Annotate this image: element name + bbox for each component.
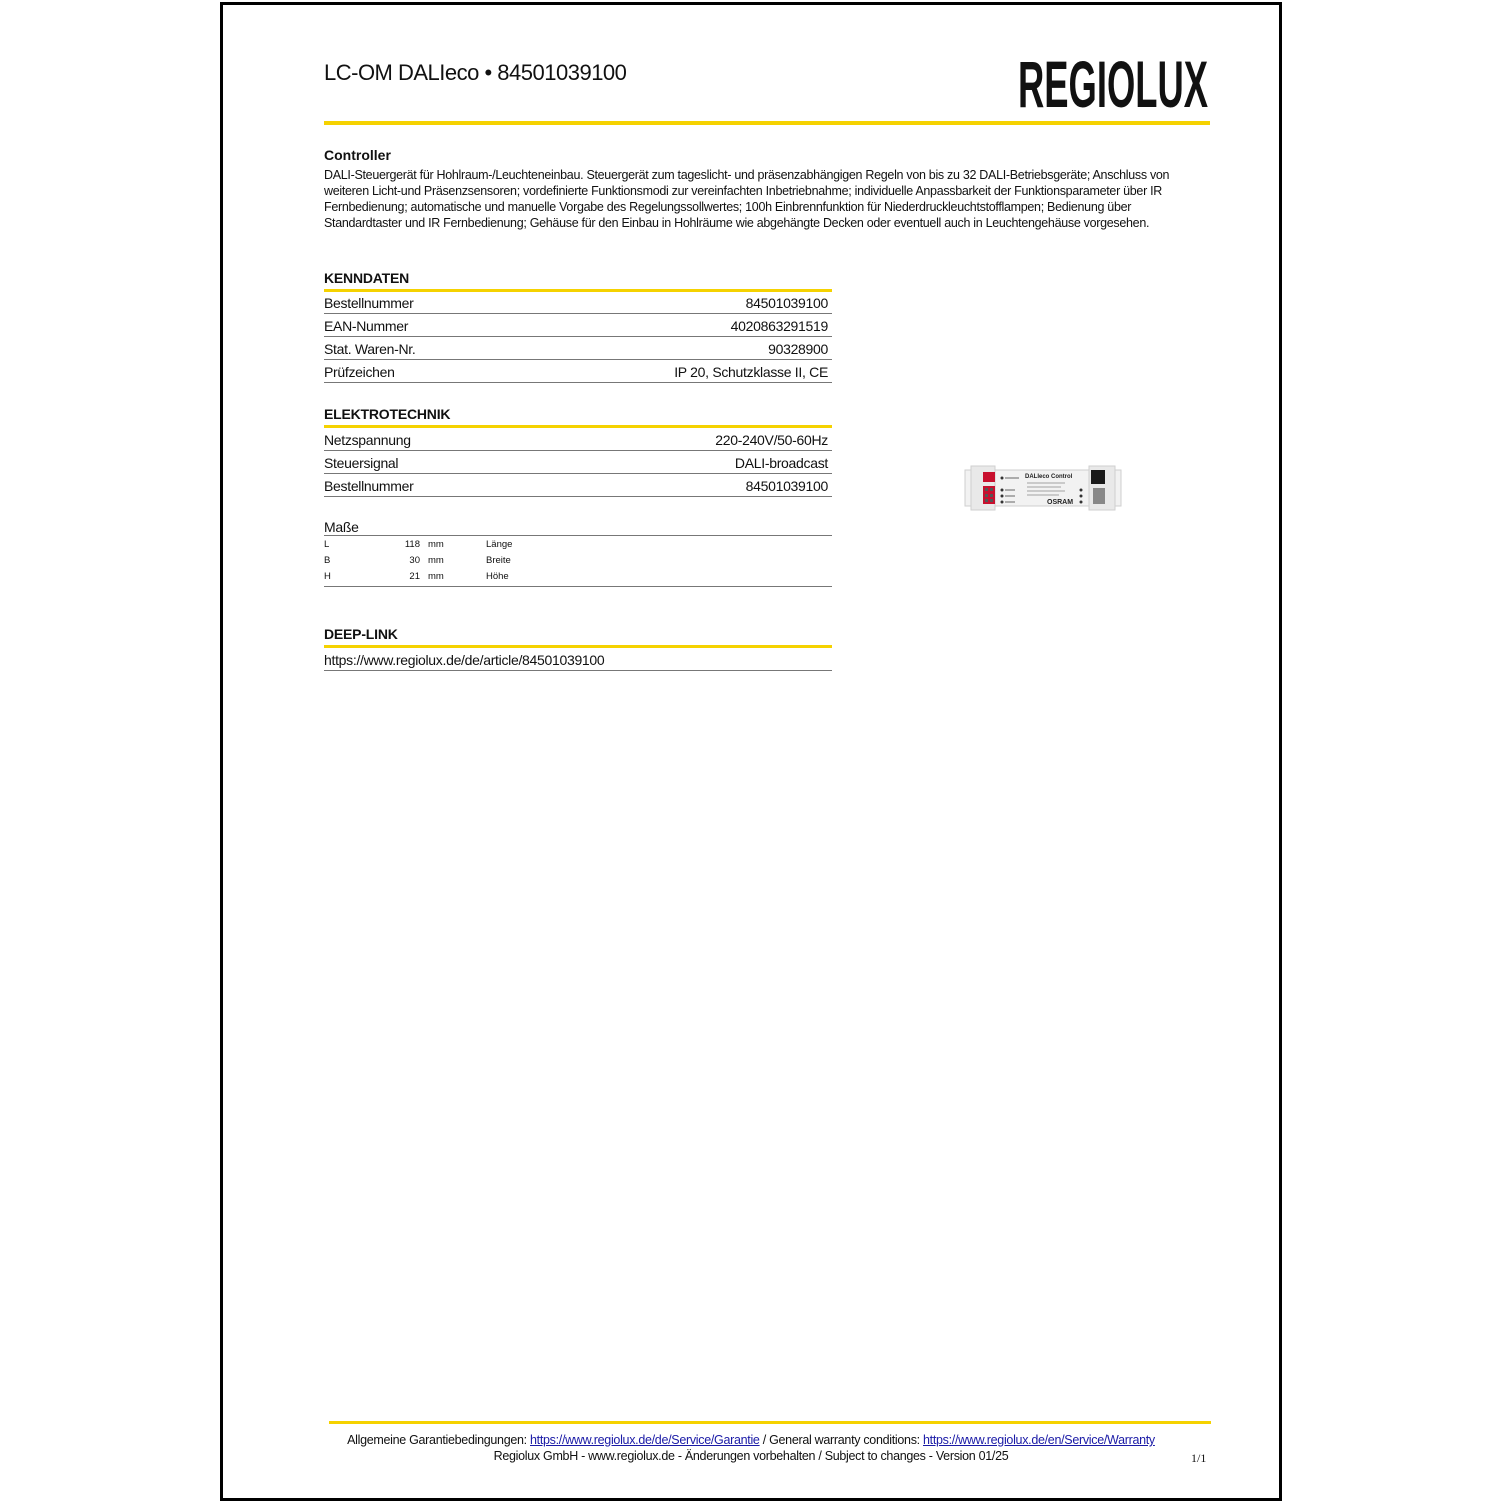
row-value: DALI-broadcast (734, 455, 828, 471)
dimension-row (324, 568, 832, 584)
dimension-value: 118 (404, 538, 420, 550)
row-label: Netzspannung (324, 432, 411, 448)
deeplink-heading: DEEP-LINK (324, 626, 398, 642)
warranty-de-label: Allgemeine Garantiebedingungen: (347, 1433, 530, 1447)
dimension-symbol: H (324, 570, 331, 582)
table-row (324, 360, 832, 383)
kenndaten-section (324, 270, 832, 383)
masse-heading: Maße (324, 519, 359, 535)
table-row (324, 451, 832, 474)
warranty-en-link[interactable]: https://www.regiolux.de/en/Service/Warranty (923, 1433, 1155, 1447)
datasheet-page (220, 2, 1282, 1501)
footer-rule (329, 1421, 1211, 1424)
row-label: Prüfzeichen (324, 364, 395, 380)
row-label: EAN-Nummer (324, 318, 409, 334)
dimension-unit: mm (428, 538, 444, 550)
header-rule (324, 121, 1210, 125)
elektrotechnik-heading: ELEKTROTECHNIK (324, 406, 451, 422)
table-row (324, 428, 832, 451)
table-row (324, 314, 832, 337)
product-image (965, 466, 1121, 510)
product-brand: OSRAM (1047, 499, 1074, 506)
row-label: Steuersignal (324, 455, 399, 471)
row-value: 4020863291519 (730, 318, 828, 334)
dimension-unit: mm (428, 570, 444, 582)
row-value: IP 20, Schutzklasse II, CE (674, 364, 828, 380)
row-value: 84501039100 (745, 295, 828, 311)
intro-description: DALI-Steuergerät für Hohlraum-/Leuchteneinbau. Steuergerät zum tageslicht- und präsenzabhängigen Regeln von bis zu 32 DALI-Betriebsgeräte; Anschluss von weiteren Licht-und Präsenzsensoren; vordefinierte Funktionsmodi zur vereinfachten Inbetriebnahme; individuelle Anpassbarkeit der Funktionsparameter über IR Fernbedienung; automatische und manuelle Vorgabe des Regelungssollwertes; 100h Einbrennfunktion für Niederdruckleuchtstofflampen; Bedienung über Standardtaster und IR Fernbedienung; Gehäuse für den Einbau in Hohlräume wie abgehängte Decken oder eventuell auch in Leuchtengehäuse vorgesehen. (324, 168, 1170, 230)
row-label: Stat. Waren-Nr. (324, 341, 416, 357)
dimension-value: 21 (409, 570, 420, 582)
page-number: 1/1 (1191, 1451, 1207, 1465)
warranty-separator: / General warranty conditions: (759, 1433, 923, 1447)
dimension-row (324, 536, 832, 552)
masse-section (324, 519, 832, 587)
row-value: 84501039100 (745, 478, 828, 494)
intro-heading: Controller (324, 147, 391, 163)
footer-warranty-line (223, 1433, 1279, 1447)
dimension-name: Höhe (486, 570, 509, 582)
footer-company-line: Regiolux GmbH - www.regiolux.de - Änderungen vorbehalten / Subject to changes - Version 01/25 (493, 1449, 1009, 1463)
dimension-symbol: B (324, 554, 331, 566)
table-row (324, 292, 832, 314)
dimension-symbol: L (324, 538, 330, 550)
logo-text: REGIOLUX (1018, 47, 1208, 121)
table-row (324, 337, 832, 360)
deeplink-url[interactable]: https://www.regiolux.de/de/article/84501039100 (324, 652, 605, 668)
dimension-name: Breite (486, 554, 511, 566)
kenndaten-heading: KENNDATEN (324, 270, 410, 286)
dimension-value: 30 (409, 554, 420, 566)
product-label: DALIeco Control (1025, 474, 1073, 480)
row-label: Bestellnummer (324, 478, 414, 494)
table-row (324, 474, 832, 497)
dimension-name: Länge (486, 538, 513, 550)
dimension-row (324, 552, 832, 568)
masse-bottom-line (324, 586, 832, 587)
row-value: 90328900 (768, 341, 828, 357)
regiolux-logo (1018, 47, 1210, 121)
row-label: Bestellnummer (324, 295, 414, 311)
page-title: LC-OM DALIeco • 84501039100 (324, 60, 627, 85)
row-value: 220-240V/50-60Hz (715, 432, 828, 448)
deeplink-row (324, 648, 832, 671)
elektrotechnik-section (324, 406, 832, 497)
warranty-de-link[interactable]: https://www.regiolux.de/de/Service/Garantie (530, 1433, 760, 1447)
dimension-unit: mm (428, 554, 444, 566)
deeplink-section (324, 626, 832, 671)
